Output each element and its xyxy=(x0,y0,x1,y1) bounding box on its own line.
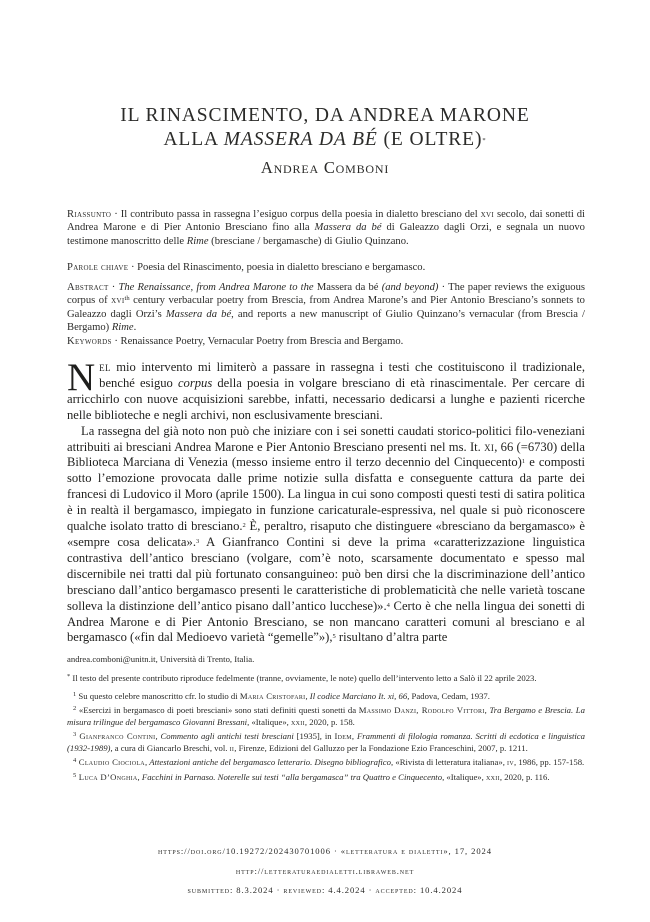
footnote-work: Tra Bergamo e Brescia. La misura trilingue del bergamasco Giovanni Bressani xyxy=(67,705,585,727)
footnote-volume: iv xyxy=(507,757,514,768)
footnote-text: «Esercizi in bergamasco di poeti bresciani» sono stati definiti questi sonetti da xyxy=(76,705,359,716)
footnote-text: , 2020, p. 158. xyxy=(304,716,355,727)
footnote-text: , «Italique», xyxy=(247,716,292,727)
riassunto-text: secolo, dai sonetti di Andrea Marone e di Pier Antonio Bresciano fino alla xyxy=(67,209,585,234)
abstract-text: , and reports a new manuscript of Giulio Quinzano’s vernacular (from Brescia / Bergamo) xyxy=(67,308,585,333)
footnote-ref-5[interactable]: 5 xyxy=(332,633,336,641)
footnote-work: Facchini in Parnaso. Noterelle sui testi “alla bergamasca” tra Quattro e Cinquecento xyxy=(141,772,443,782)
title-line-2-start: ALLA xyxy=(163,129,224,150)
footnote-author: Luca D’Onghia xyxy=(76,772,138,782)
footnote-number: 4 xyxy=(73,757,77,765)
abstract-th: th xyxy=(124,295,130,303)
title-line-2 xyxy=(40,128,610,152)
footnote-ref-2[interactable]: 2 xyxy=(242,522,246,530)
footnote-text: , xyxy=(351,731,357,742)
footnote-text: , «Rivista di letteratura italiana», xyxy=(391,757,508,768)
footnote-author: Massimo Danzi, Rodolfo Vittori xyxy=(358,705,485,716)
footnote-5 xyxy=(67,772,585,783)
paragraph-2-text: e composti sotto l’emozione provocata dalle prime notizie sulla disfatta e conseguente cattura da parte dei francesi di Ludovico il Moro (aprile 1500). La lingua in cui sono composti questi testi di satira politica è in realtà il bergamasco, impiegato in funzione caricaturale-espressiva, nel quale si può riconoscere qualche isolato tratto di bresciano. xyxy=(67,455,586,534)
paragraph-2 xyxy=(67,424,585,647)
title-line-1: IL RINASCIMENTO, DA ANDREA MARONE xyxy=(120,105,530,126)
footnote-work: Frammenti di filologia romanza. Scritti di ecdotica e linguistica (1932-1989) xyxy=(67,731,585,753)
footnote-author: Idem xyxy=(334,731,352,742)
paragraph-2-text: È, peraltro, risaputo che distinguere «bresciano da bergamasco» è «sempre cosa delicata». xyxy=(67,519,585,549)
drop-cap: N xyxy=(67,356,96,399)
article-title xyxy=(40,104,610,152)
title-star-mark: * xyxy=(482,137,487,144)
footer-website[interactable]: http://letteraturaedialetti.libraweb.net xyxy=(235,866,415,876)
paragraph-2-text: risultano d’altra parte xyxy=(335,630,448,645)
footnote-text: [1935], in xyxy=(293,731,335,742)
author-affiliation xyxy=(67,654,585,665)
footer-doi[interactable]: https://doi.org/10.19272/202430701006 · «letteratura e dialetti», 17, 2024 xyxy=(158,846,492,856)
keywords-sep: · xyxy=(111,336,121,347)
footnote-number: 2 xyxy=(73,705,77,713)
footnote-text: , a cura di Giancarlo Breschi, vol. xyxy=(110,742,230,753)
riassunto-text: di Galeazzo dagli Orzi, e segnala un nuovo testimone manoscritto delle xyxy=(67,222,585,247)
footnote-2 xyxy=(67,705,585,728)
footnote-ref-4[interactable]: 4 xyxy=(386,601,390,609)
riassunto-text: Il contributo passa in rassegna l’esiguo corpus della poesia in dialetto bresciano del xyxy=(120,209,481,220)
footnote-text: , xyxy=(137,772,142,782)
footer-dates: submitted: 8.3.2024 · reviewed: 4.4.2024 · accepted: 10.4.2024 xyxy=(187,885,463,895)
title-line-2-italic: MASSERA DA BÉ xyxy=(223,129,378,150)
footnote-number: 1 xyxy=(73,690,77,698)
parole-chiave-text: Poesia del Rinascimento, poesia in dialetto bresciano e bergamasco. xyxy=(137,262,426,273)
author-email[interactable]: andrea.comboni@unitn.it, Università di Trento, Italia. xyxy=(67,654,255,664)
footnote-author: Gianfranco Contini xyxy=(76,731,156,742)
abstract-text: Massera da bé xyxy=(313,282,382,293)
abstract-italic: Massera da bé xyxy=(165,308,232,320)
footnotes xyxy=(67,654,585,787)
abstract-text: · The paper reviews the exiguous corpus of xyxy=(67,282,586,307)
riassunto-italic: Rime xyxy=(186,235,209,247)
keywords-text: Renaissance Poetry, Vernacular Poetry from Brescia and Bergamo. xyxy=(120,336,404,347)
paragraph-2-text: , 66 (=6730) della Biblioteca Marciana di Venezia (messo insieme entro il terzo decennio del Cinquecento) xyxy=(67,439,585,470)
abstract-century: xvi xyxy=(111,295,125,307)
paragraph-2-text: Certo è che nella lingua dei sonetti di Andrea Marone e di Pier Antonio Bresciano, se non mancano caratteri comuni al bresciano e al bergamasco («fin dal Medioevo varietà “gemelle”»), xyxy=(67,598,585,645)
footnote-author: Claudio Ciociola xyxy=(76,757,145,768)
riassunto-block xyxy=(67,208,585,248)
paragraph-1-smallcaps: el xyxy=(99,360,111,374)
abstract-text: century verbacular poetry from Brescia, from Andrea Marone’s and Pier Antonio Bresciano’s sonnets to Galeazzo dagli Orzi’s xyxy=(67,295,585,320)
paragraph-2-text: A Gianfranco Contini si deve la prima «caratterizzazione linguistica contrastiva dell’antico bresciano (volgare, com’è noto, scarsamente documentato e spesso mal discernibile nei tratti dal più fortunato consanguineo: può ben dirsi che la discriminazione dell’antico bresciano dall’antico bergamasco presenti le caratteristiche di problematicità che nelle varietà toscane solleva la distinzione dell’antico pisano dall’antico lucchese)». xyxy=(67,534,585,613)
footnote-text: , «Italique», xyxy=(442,772,486,782)
footnote-star-mark: * xyxy=(67,673,71,681)
parole-chiave-block xyxy=(67,261,585,274)
riassunto-italic: Massera da bé xyxy=(314,222,382,234)
riassunto-century: xvi xyxy=(480,209,494,220)
footnote-4 xyxy=(67,757,585,768)
footnote-number: 3 xyxy=(73,731,77,739)
footnote-1 xyxy=(67,691,585,702)
keywords-label: Keywords xyxy=(67,336,112,347)
abstract-sep: · xyxy=(108,282,119,293)
footnote-ref-3[interactable]: 3 xyxy=(195,537,200,545)
footnote-text: , xyxy=(155,731,161,742)
author-name: Andrea Comboni xyxy=(260,158,390,177)
parole-chiave-sep: · xyxy=(128,262,138,273)
riassunto-sep: · xyxy=(111,209,121,220)
abstract-block xyxy=(67,281,585,334)
footnote-work: Attestazioni antiche del bergamasco letterario. Disegno bibliografico xyxy=(149,757,391,768)
footnote-text: Su questo celebre manoscritto cfr. lo studio di xyxy=(76,690,240,701)
abstract-italic: Rime xyxy=(111,321,134,333)
footnote-volume: ii xyxy=(229,742,235,753)
riassunto-text: (bresciane / bergamasche) di Giulio Quinzano. xyxy=(208,235,409,247)
paragraph-1-text: mio intervento mi limiterò a passare in rassegna i testi che costituiscono il tradizionale, benché esiguo xyxy=(99,360,585,390)
footnote-volume: xxii xyxy=(291,716,305,727)
footnote-text: , 2020, p. 116. xyxy=(499,772,550,782)
footnote-author: Maria Cristofari xyxy=(239,690,306,701)
body-text xyxy=(67,356,586,646)
abstract-italic: (and beyond) xyxy=(381,282,439,293)
footnote-star xyxy=(67,673,585,684)
title-line-2-end: (E OLTRE) xyxy=(377,129,483,150)
footnote-text: , xyxy=(144,757,150,768)
paragraph-1 xyxy=(67,356,585,424)
footnote-text: , xyxy=(484,705,490,716)
paragraph-2-text: La rassegna del già noto non può che iniziare con i sei sonetti caudati storico-politici filo-veneziani attribuiti ai bresciani Andrea Marone e Pier Antonio Bresciano presenti nel ms. It. xyxy=(67,423,585,454)
keywords-block xyxy=(67,335,585,348)
footnote-star-text: Il testo del presente contributo riproduce fedelmente (tranne, ovviamente, le note) quello dell’intervento letto a Salò il 22 aprile 2023. xyxy=(70,673,537,684)
abstract-label: Abstract xyxy=(67,282,109,293)
footnote-text: , xyxy=(305,690,310,701)
paragraph-2-smallcaps: xi xyxy=(484,439,495,454)
parole-chiave-label: Parole chiave xyxy=(67,262,129,273)
footnote-text: , Padova, Cedam, 1937. xyxy=(407,690,490,701)
abstract-text: . xyxy=(133,321,137,333)
riassunto-label: Riassunto xyxy=(67,209,112,220)
footnote-ref-1[interactable]: 1 xyxy=(521,458,526,466)
abstract-italic: The Renaissance, from Andrea Marone to the xyxy=(118,282,314,293)
footnote-text: , Firenze, Edizioni del Galluzzo per la Fondazione Ezio Franceschini, 2007, p. 1211. xyxy=(234,742,528,753)
paragraph-1-text: della poesia in volgare bresciano di età rinascimentale. Per cercare di arricchirlo con nuove acquisizioni sarebbe, infatti, necessario dedicarsi a lunghe e pazienti ricerche nelle biblioteche e negli archivi, non esclusivamente bresciani. xyxy=(67,375,585,422)
paragraph-1-italic: corpus xyxy=(177,375,213,390)
footnote-work: Commento agli antichi testi bresciani xyxy=(160,731,294,742)
footnote-work: Il codice Marciano It. xi, 66 xyxy=(309,690,408,701)
footnote-text: , 1986, pp. 157-158. xyxy=(513,757,585,768)
footnote-3 xyxy=(67,731,585,754)
footnote-volume: xxii xyxy=(486,772,500,782)
footnote-number: 5 xyxy=(73,772,77,779)
